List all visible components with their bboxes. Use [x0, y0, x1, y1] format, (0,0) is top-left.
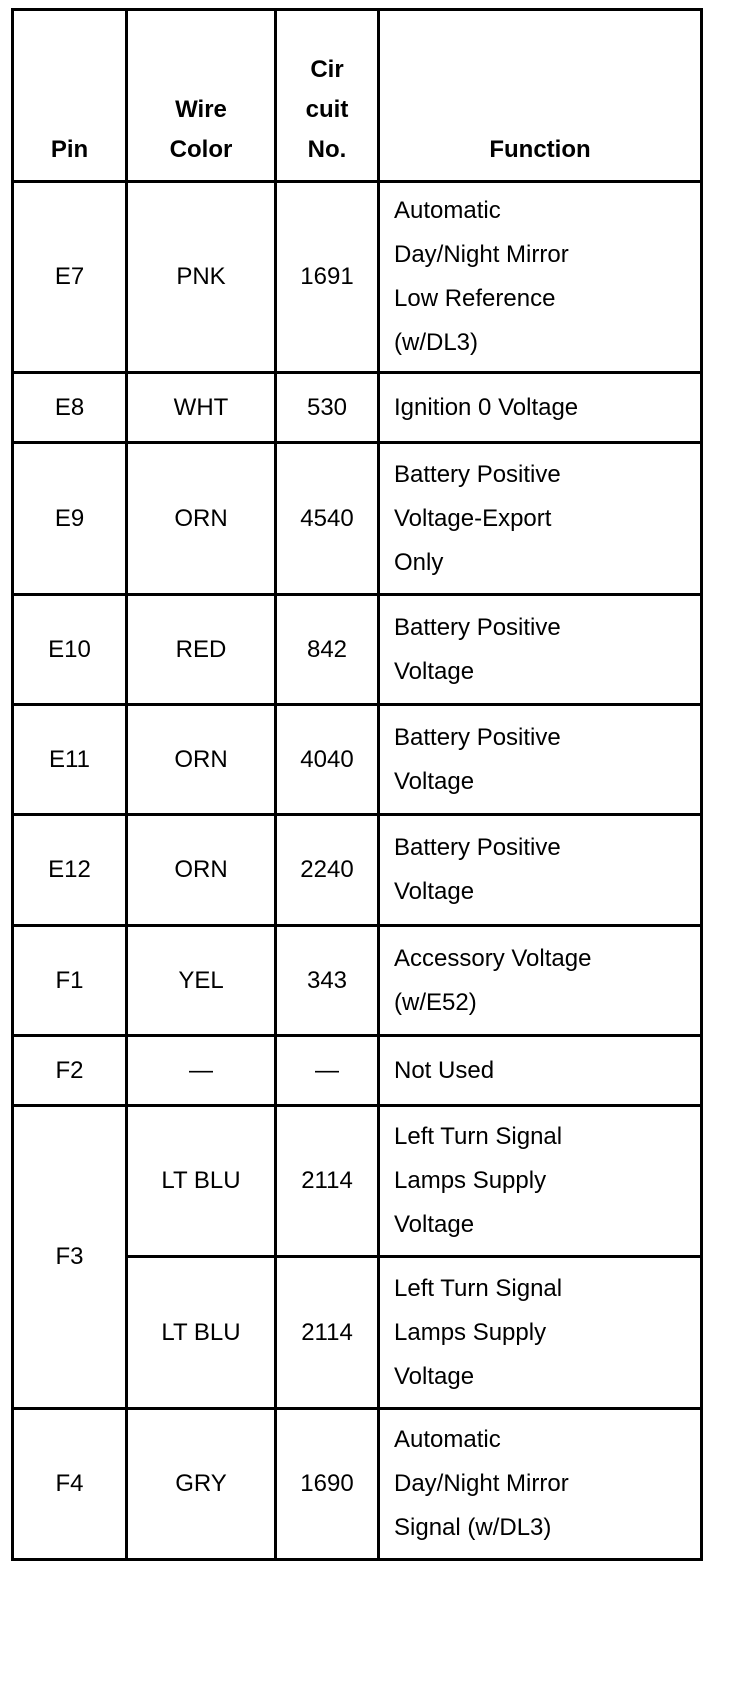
circuit-cell: 1690	[276, 1409, 379, 1560]
wire-color-cell: LT BLU	[127, 1257, 276, 1409]
function-cell	[379, 1106, 702, 1257]
function-line: Battery Positive	[394, 613, 561, 641]
function-line: Battery Positive	[394, 834, 561, 861]
function-line: Accessory Voltage	[394, 944, 592, 972]
header-circuit-line3: No.	[307, 136, 347, 163]
table-row	[13, 1409, 702, 1560]
function-cell	[379, 182, 702, 373]
wire-color-cell: ORN	[127, 815, 276, 926]
wire-color-cell: ORN	[127, 705, 276, 815]
function-line: Automatic	[394, 1426, 501, 1453]
table-row	[13, 1106, 702, 1257]
pin-cell: E12	[13, 815, 127, 926]
circuit-cell: 2114	[276, 1106, 379, 1257]
circuit-cell: —	[276, 1036, 379, 1106]
circuit-cell: 2240	[276, 815, 379, 926]
table-row	[13, 1036, 702, 1106]
pin-cell: E8	[13, 373, 127, 443]
function-line: Voltage	[394, 1211, 475, 1238]
function-line: Only	[394, 548, 444, 576]
pin-cell: E11	[13, 705, 127, 815]
function-line: Voltage	[394, 878, 475, 905]
function-line: Voltage	[394, 657, 475, 685]
function-cell	[379, 373, 702, 443]
wire-color-cell: ORN	[127, 443, 276, 595]
table-row	[13, 373, 702, 443]
circuit-cell: 530	[276, 373, 379, 443]
function-line: Not Used	[394, 1056, 495, 1084]
function-line: Signal (w/DL3)	[394, 1514, 552, 1541]
function-line: Voltage-Export	[394, 504, 552, 532]
header-row	[13, 10, 702, 182]
function-line: Lamps Supply	[394, 1318, 547, 1346]
function-line: (w/DL3)	[394, 329, 479, 356]
pin-cell: F3	[13, 1106, 127, 1409]
table-row	[13, 595, 702, 705]
header-function: Function	[379, 10, 702, 182]
function-cell	[379, 443, 702, 595]
wire-color-cell: PNK	[127, 182, 276, 373]
table-row	[13, 182, 702, 373]
function-line: (w/E52)	[394, 988, 477, 1016]
function-line: Low Reference	[394, 285, 556, 312]
wire-color-cell: WHT	[127, 373, 276, 443]
table-body	[13, 182, 702, 1560]
header-circuit-line2: cuit	[305, 96, 349, 123]
table-row	[13, 926, 702, 1036]
function-cell	[379, 1036, 702, 1106]
function-line: Left Turn Signal	[394, 1123, 563, 1150]
pin-cell: F4	[13, 1409, 127, 1560]
pin-cell: E7	[13, 182, 127, 373]
pin-cell: F1	[13, 926, 127, 1036]
function-line: Day/Night Mirror	[394, 1470, 569, 1497]
wire-color-cell: YEL	[127, 926, 276, 1036]
function-cell	[379, 595, 702, 705]
circuit-cell: 842	[276, 595, 379, 705]
circuit-cell: 1691	[276, 182, 379, 373]
circuit-cell: 4540	[276, 443, 379, 595]
function-line: Automatic	[394, 197, 501, 224]
table-row	[13, 705, 702, 815]
wire-color-cell: RED	[127, 595, 276, 705]
header-wire-color	[127, 10, 276, 182]
table-header	[13, 10, 702, 182]
connector-pin-table	[11, 8, 703, 1561]
pin-cell: F2	[13, 1036, 127, 1106]
header-circuit-line1: Cir	[310, 56, 344, 83]
circuit-cell: 343	[276, 926, 379, 1036]
function-line: Lamps Supply	[394, 1167, 547, 1194]
function-line: Battery Positive	[394, 460, 561, 488]
circuit-cell: 2114	[276, 1257, 379, 1409]
wire-color-cell: —	[127, 1036, 276, 1106]
function-cell	[379, 815, 702, 926]
function-cell	[379, 1409, 702, 1560]
function-line: Voltage	[394, 1362, 475, 1390]
function-line: Ignition 0 Voltage	[394, 393, 579, 421]
pin-cell: E10	[13, 595, 127, 705]
header-wire-color-line2: Color	[169, 136, 233, 163]
function-line: Voltage	[394, 767, 475, 795]
header-pin: Pin	[13, 10, 127, 182]
table-row	[13, 815, 702, 926]
function-line: Battery Positive	[394, 723, 561, 751]
function-cell	[379, 926, 702, 1036]
pin-cell: E9	[13, 443, 127, 595]
function-cell	[379, 705, 702, 815]
function-cell	[379, 1257, 702, 1409]
circuit-cell: 4040	[276, 705, 379, 815]
wire-color-cell: LT BLU	[127, 1106, 276, 1257]
table-row	[13, 443, 702, 595]
header-circuit-no	[276, 10, 379, 182]
function-line: Left Turn Signal	[394, 1274, 563, 1302]
wire-color-cell: GRY	[127, 1409, 276, 1560]
function-line: Day/Night Mirror	[394, 241, 569, 268]
header-wire-color-line1: Wire	[175, 96, 227, 123]
